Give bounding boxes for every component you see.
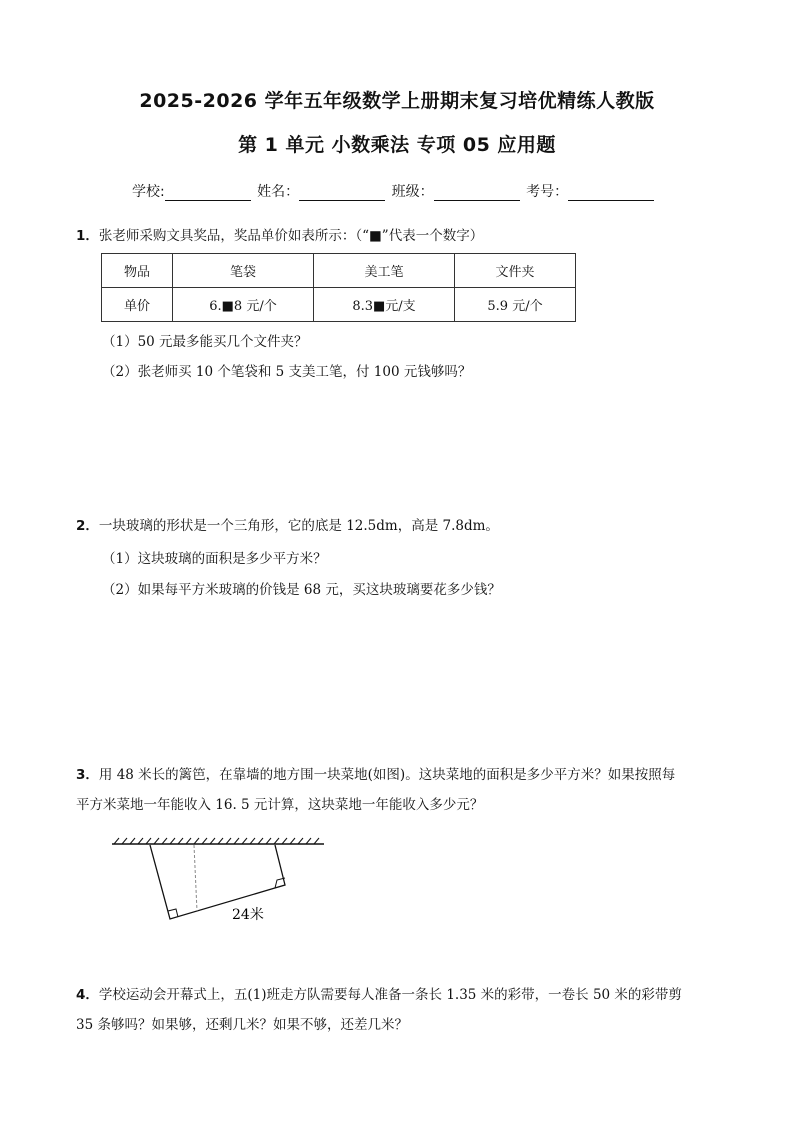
plot-outline xyxy=(150,845,285,919)
price-table xyxy=(101,253,576,322)
question-3 xyxy=(76,765,726,815)
question-line: 35 条够吗？如果够，还剩几米？如果不够，还差几米？ xyxy=(76,1017,408,1033)
exam-no-blank[interactable] xyxy=(568,185,654,201)
student-info-line xyxy=(132,181,656,201)
name-label: 姓名： xyxy=(257,184,300,200)
table-cell: 文件夹 xyxy=(455,254,576,288)
q1-sub-question-1: （1）50 元最多能买几个文件夹？ xyxy=(102,334,308,350)
class-label: 班级： xyxy=(391,184,434,200)
table-cell: 笔袋 xyxy=(173,254,314,288)
table-cell: 6.■8 元/个 xyxy=(173,288,314,322)
height-dashed-line xyxy=(194,845,197,911)
class-blank[interactable] xyxy=(434,185,520,201)
question-text: 一块玻璃的形状是一个三角形，它的底是 12.5dm，高是 7.8dm。 xyxy=(98,518,499,534)
q2-sub-question-2: （2）如果每平方米玻璃的价钱是 68 元，买这块玻璃要花多少钱？ xyxy=(102,582,501,598)
q1-sub-question-2: （2）张老师买 10 个笔袋和 5 支美工笔，付 100 元钱够吗？ xyxy=(102,364,472,380)
page-subtitle: 第 1 单元 小数乘法 专项 05 应用题 xyxy=(238,134,556,156)
name-blank[interactable] xyxy=(299,185,385,201)
question-line: 3．用 48 米长的篱笆，在靠墙的地方围一块菜地(如图)。这块菜地的面积是多少平方米？如果按照每 xyxy=(76,767,676,783)
question-2 xyxy=(76,516,499,536)
exam-no-label: 考号： xyxy=(526,184,569,200)
vegetable-plot-figure xyxy=(110,836,330,926)
figure-length-label: 24米 xyxy=(232,907,264,923)
table-cell: 美工笔 xyxy=(314,254,455,288)
question-number: 2． xyxy=(76,518,99,534)
table-cell: 8.3■元/支 xyxy=(314,288,455,322)
table-cell: 物品 xyxy=(102,254,173,288)
table-header-row xyxy=(102,254,576,288)
question-number: 1． xyxy=(76,228,99,244)
table-row xyxy=(102,288,576,322)
question-number: 4． xyxy=(76,987,99,1003)
question-line: 平方米菜地一年能收入 16. 5 元计算，这块菜地一年能收入多少元？ xyxy=(76,797,484,813)
question-line: 4．学校运动会开幕式上，五(1)班走方队需要每人准备一条长 1.35 米的彩带，一卷长 50 米的彩带剪 xyxy=(76,987,682,1003)
page-title: 2025-2026 学年五年级数学上册期末复习培优精练人教版 xyxy=(139,90,655,112)
question-text: 张老师采购文具奖品，奖品单价如表所示：（“■”代表一个数字） xyxy=(98,228,484,244)
wall-hatching xyxy=(114,838,319,844)
table-cell: 5.9 元/个 xyxy=(455,288,576,322)
table-cell: 单价 xyxy=(102,288,173,322)
question-1 xyxy=(76,226,483,246)
question-4 xyxy=(76,985,726,1035)
q2-sub-question-1: （1）这块玻璃的面积是多少平方米？ xyxy=(102,551,327,567)
school-blank[interactable] xyxy=(165,185,251,201)
question-number: 3． xyxy=(76,767,99,783)
school-label: 学校: xyxy=(132,184,165,200)
